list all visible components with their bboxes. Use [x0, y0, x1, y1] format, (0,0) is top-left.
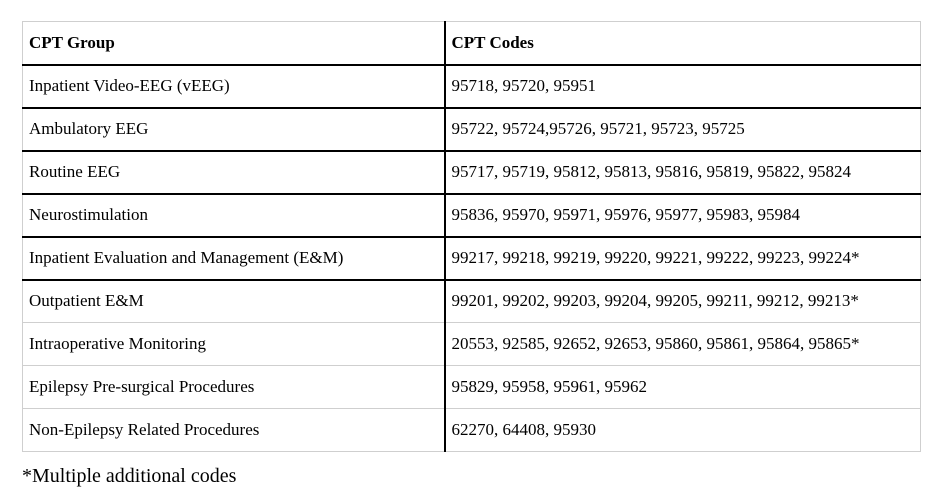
cpt-codes-cell: 95836, 95970, 95971, 95976, 95977, 95983, 95984 [445, 194, 921, 237]
cpt-codes-cell: 20553, 92585, 92652, 92653, 95860, 95861, 95864, 95865* [445, 323, 921, 366]
table-row [23, 323, 921, 366]
cpt-codes-table [22, 21, 921, 452]
cpt-group-cell: Inpatient Video-EEG (vEEG) [23, 65, 445, 108]
cpt-group-cell: Routine EEG [23, 151, 445, 194]
cpt-codes-cell: 62270, 64408, 95930 [445, 409, 921, 452]
cpt-group-cell: Inpatient Evaluation and Management (E&M) [23, 237, 445, 280]
table-row [23, 108, 921, 151]
table-row [23, 151, 921, 194]
footnote: *Multiple additional codes [22, 465, 237, 487]
cpt-codes-cell: 95717, 95719, 95812, 95813, 95816, 95819, 95822, 95824 [445, 151, 921, 194]
cpt-codes-cell: 99201, 99202, 99203, 99204, 99205, 99211, 99212, 99213* [445, 280, 921, 323]
table-row [23, 237, 921, 280]
cpt-group-cell: Non-Epilepsy Related Procedures [23, 409, 445, 452]
cpt-group-cell: Epilepsy Pre-surgical Procedures [23, 366, 445, 409]
table-row [23, 366, 921, 409]
table-header-row [23, 22, 921, 65]
column-header-cpt-group: CPT Group [23, 22, 445, 65]
cpt-group-cell: Intraoperative Monitoring [23, 323, 445, 366]
table-row [23, 194, 921, 237]
cpt-codes-cell: 95722, 95724,95726, 95721, 95723, 95725 [445, 108, 921, 151]
cpt-codes-cell: 95718, 95720, 95951 [445, 65, 921, 108]
cpt-codes-cell: 95829, 95958, 95961, 95962 [445, 366, 921, 409]
table-row [23, 409, 921, 452]
column-header-cpt-codes: CPT Codes [445, 22, 921, 65]
cpt-codes-cell: 99217, 99218, 99219, 99220, 99221, 99222, 99223, 99224* [445, 237, 921, 280]
table-row [23, 280, 921, 323]
cpt-group-cell: Outpatient E&M [23, 280, 445, 323]
cpt-group-cell: Ambulatory EEG [23, 108, 445, 151]
table-row [23, 65, 921, 108]
cpt-group-cell: Neurostimulation [23, 194, 445, 237]
